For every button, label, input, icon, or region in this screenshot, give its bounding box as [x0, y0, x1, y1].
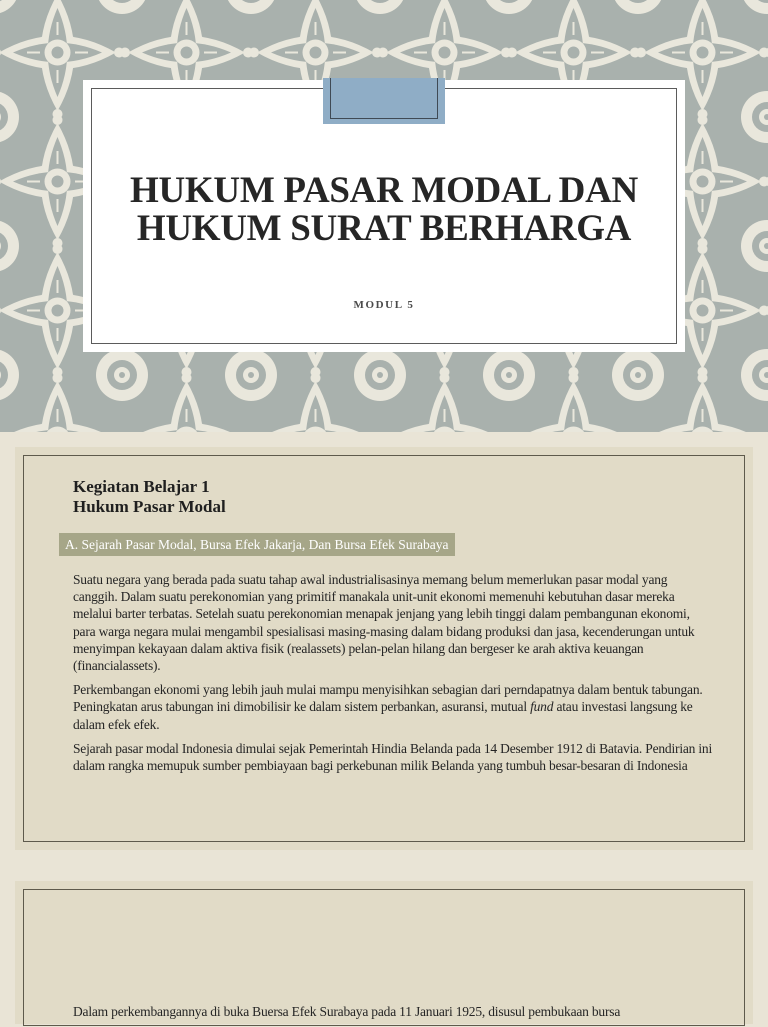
section-heading	[73, 477, 226, 517]
heading-line-2: Hukum Pasar Modal	[73, 497, 226, 516]
paragraph-2	[73, 681, 713, 733]
paragraph-1: Suatu negara yang berada pada suatu tahap awal industrialisasinya memang belum memerlukan pasar modal yang canggih. Dalam suatu perekonomian yang primitif manakala unit-unit ekonomi memenuhi kebutuhan dasar mereka melalui barter terbatas. Setelah suatu perekonomian menapak jenjang yang lebih tinggi dalam pembangunan ekonomi, para warga negara mulai mengambil spesialisasi masing-masing dalam bidang produksi dan jasa, kecenderungan untuk menyimpan kekayaan dalam aktiva fisik (realassets) pelan-pelan hilang dan bergeser ke arah aktiva keuangan (financialassets).	[73, 572, 695, 674]
paragraph-1: Dalam perkembangannya di buka Buersa Efek Surabaya pada 11 Januari 1925, disusul pembukaan bursa	[73, 1004, 621, 1019]
content-slide	[15, 447, 753, 850]
next-content-slide	[15, 881, 753, 1024]
title-slide	[0, 0, 768, 432]
subsection-badge: A. Sejarah Pasar Modal, Bursa Efek Jakarja, Dan Bursa Efek Surabaya	[59, 533, 455, 556]
paragraph-2-italic: fund	[530, 699, 554, 715]
paragraph-3: Sejarah pasar modal Indonesia dimulai sejak Pemerintah Hindia Belanda pada 14 Desember 1912 di Batavia. Pendirian ini dalam rangka memupuk sumber pembiayaan bagi perkebunan milik Belanda yang tumbuh besar-besaran di Indonesia	[73, 740, 713, 774]
body-text	[73, 571, 713, 781]
paragraph-2-start: Perkembangan ekonomi yang lebih jauh mulai mampu menyisihkan sebagian dari perndapatnya dalam bentuk tabungan. Peningkatan arus tabungan ini dimobilisir ke dalam sistem perbankan, asuransi, mutual	[73, 682, 703, 715]
title-accent-tab	[323, 78, 445, 124]
heading-line-1: Kegiatan Belajar 1	[73, 477, 210, 496]
title-card	[83, 80, 685, 352]
title-accent-tab-inner	[330, 78, 438, 119]
presentation-title: HUKUM PASAR MODAL DAN HUKUM SURAT BERHARGA	[130, 170, 638, 249]
body-text	[73, 1003, 713, 1027]
module-subtitle: MODUL 5	[353, 299, 415, 311]
paragraph-2-end: atau investasi langsung ke dalam efek efek.	[73, 699, 693, 732]
